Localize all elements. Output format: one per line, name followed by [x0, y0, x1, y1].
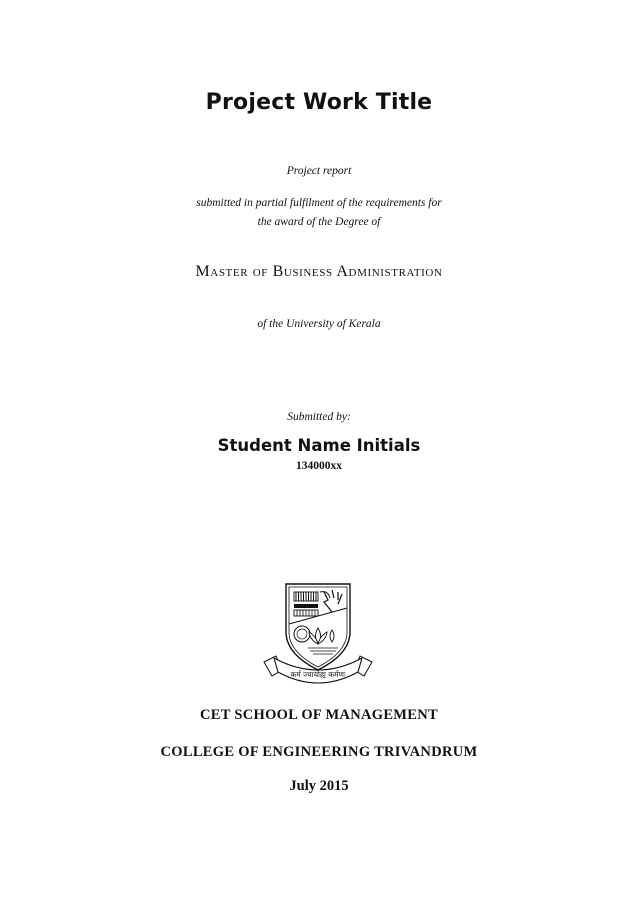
submitted-by-label: Submitted by: [287, 411, 351, 423]
submission-date: July 2015 [289, 778, 349, 794]
university-name: of the University of Kerala [257, 318, 381, 330]
degree-name: Master of Business Administration [195, 263, 443, 280]
college-emblem-icon [258, 578, 378, 690]
report-type: Project report [286, 165, 352, 177]
roll-number: 134000xx [296, 460, 342, 472]
submission-statement-line-2: the award of the Degree of [257, 216, 381, 228]
submission-statement-line-1: submitted in partial fulfilment of the requirements for [196, 197, 442, 209]
school-name: CET SCHOOL OF MANAGEMENT [199, 707, 439, 723]
student-name: Student Name Initials [217, 436, 421, 455]
college-name: COLLEGE OF ENGINEERING TRIVANDRUM [160, 744, 478, 760]
project-title: Project Work Title [205, 90, 433, 115]
svg-text:कर्म ज्यायोह्य कर्मणः: कर्म ज्यायोह्य कर्मणः [290, 670, 346, 679]
